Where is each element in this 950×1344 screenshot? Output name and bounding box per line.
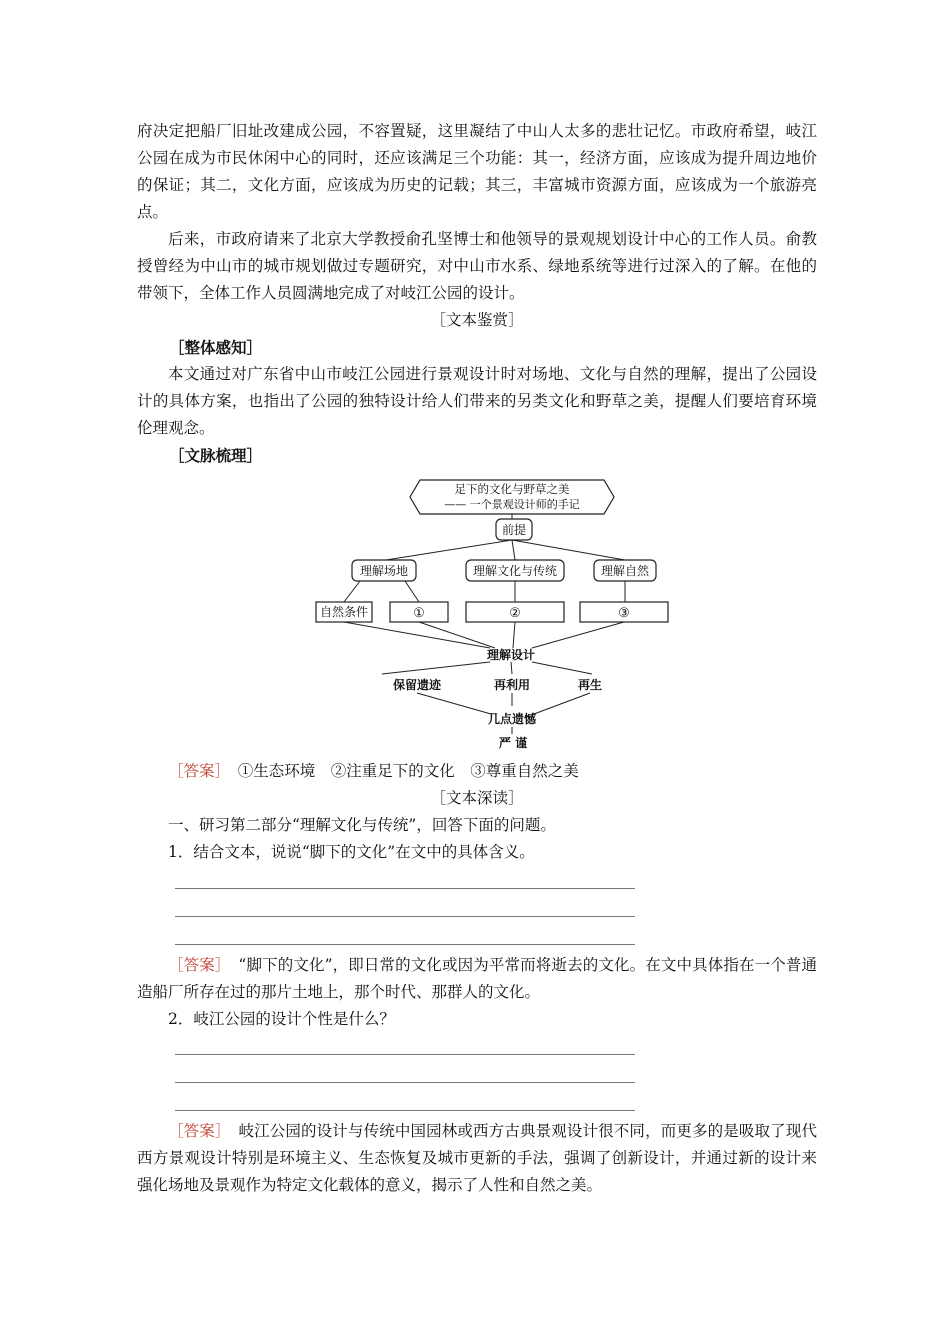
question-1-answer-block — [137, 952, 817, 1033]
blank-line — [175, 888, 635, 889]
blank-line — [175, 1110, 635, 1111]
text-outline-label: ［文脉梳理］ — [169, 446, 263, 465]
blank-2-label: ② — [509, 606, 521, 621]
part1-prompt: 一、研习第二部分“理解文化与传统”，回答下面的问题。 — [168, 816, 556, 834]
question-1: 1．结合文本，说说“脚下的文化”在文中的具体含义。 — [168, 843, 535, 861]
diagram-title-line1: 足下的文化与野草之美 — [454, 482, 570, 496]
understand-culture-label: 理解文化与传统 — [472, 564, 558, 578]
section-heading-deep: ［文本深读］ — [430, 789, 524, 807]
overall-perception-label: ［整体感知］ — [169, 338, 263, 357]
question-2: 2．岐江公园的设计个性是什么？ — [168, 1010, 395, 1028]
paragraph: 府决定把船厂旧址改建成公园，不容置疑，这里凝结了中山人太多的悲壮记忆。市政府希望，岐江公园在成为市民休闲中心的同时，还应该满足三个功能：其一，经济方面，应该成为提升周边地价的保证；其二，文化方面，应该成为历史的记载；其三，丰富城市资源方面，应该成为一个旅游亮点。 — [137, 122, 817, 221]
question-2-answer — [137, 1118, 817, 1199]
blank-line — [175, 916, 635, 917]
understand-design-label: 理解设计 — [486, 648, 536, 662]
blank-line — [175, 1082, 635, 1083]
regrets-label: 几点遗憾 — [487, 712, 537, 726]
natural-conditions-label: 自然条件 — [319, 605, 369, 619]
blank-line — [175, 944, 635, 945]
rigorous-label: 严 谨 — [498, 736, 528, 750]
answer-lines-q2 — [175, 1054, 635, 1111]
answer-tag: ［答案］ — [168, 956, 223, 974]
regenerate-label: 再生 — [577, 678, 603, 692]
answer-lines-q1 — [175, 888, 635, 945]
blank-1-label: ① — [413, 606, 425, 621]
intro-paragraphs — [137, 118, 817, 469]
section-heading-appreciation: ［文本鉴赏］ — [430, 311, 524, 329]
reuse-label: 再利用 — [493, 678, 531, 692]
answer-1 — [137, 758, 817, 785]
answer-and-questions — [137, 758, 817, 866]
answer-tag: ［答案］ — [168, 1122, 223, 1140]
overall-perception-text: 本文通过对广东省中山市岐江公园进行景观设计时对场地、文化与自然的理解，提出了公园设计的具体方案，也指出了公园的独特设计给人们带来的另类文化和野草之美，提醒人们要培育环境伦理观念。 — [137, 365, 817, 437]
paragraph: 后来，市政府请来了北京大学教授俞孔坚博士和他领导的景观规划设计中心的工作人员。俞教授曾经为中山市的城市规划做过专题研究，对中山市水系、绿地系统等进行过深入的了解。在他的带领下，全体工作人员圆满地完成了对岐江公园的设计。 — [137, 230, 817, 302]
structure-diagram — [300, 476, 680, 752]
question-1-answer-text: “脚下的文化”，即日常的文化或因为平常而将逝去的文化。在文中具体指在一个普通造船厂所存在过的那片土地上，那个时代、那群人的文化。 — [137, 956, 817, 1001]
blank-3-label: ③ — [618, 606, 630, 621]
question-1-answer — [137, 952, 817, 1006]
premise-label: 前提 — [501, 523, 527, 537]
answer-tag: ［答案］ — [168, 762, 223, 780]
answer-1-text: ①生态环境 ②注重足下的文化 ③尊重自然之美 — [237, 762, 579, 780]
understand-site-label: 理解场地 — [359, 564, 409, 578]
understand-nature-label: 理解自然 — [600, 564, 650, 578]
diagram-title-line2: —— 一个景观设计师的手记 — [444, 498, 580, 511]
question-2-answer-text: 岐江公园的设计与传统中国园林或西方古典景观设计很不同，而更多的是吸取了现代西方景观设计特别是环境主义、生态恢复及城市更新的手法，强调了创新设计，并通过新的设计来强化场地及景观作为特定文化载体的意义，揭示了人性和自然之美。 — [137, 1122, 817, 1194]
blank-line — [175, 1054, 635, 1055]
question-2-answer-block — [137, 1118, 817, 1199]
preserve-label: 保留遗迹 — [392, 678, 442, 692]
